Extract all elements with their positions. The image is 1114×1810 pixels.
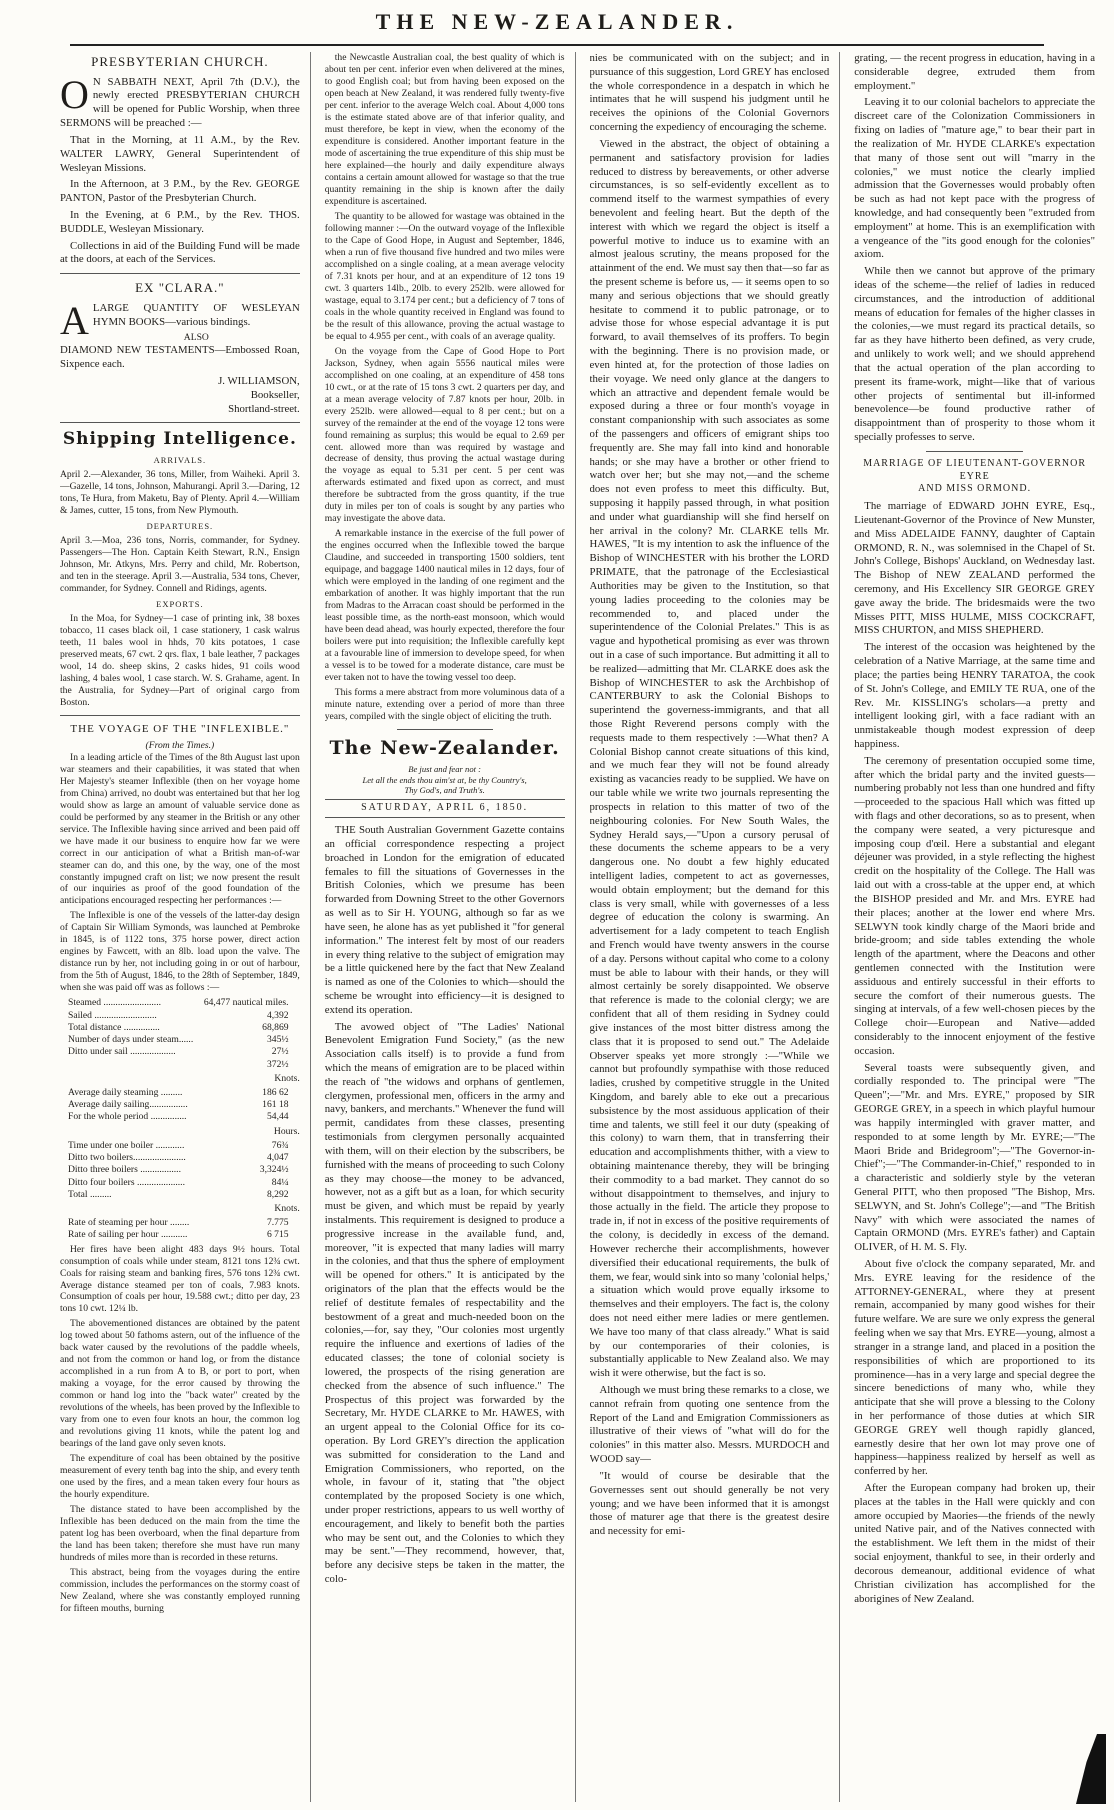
page-columns (60, 52, 1105, 1802)
stat-value: 84¼ (271, 1176, 289, 1188)
stat-value: 186 62 (262, 1086, 289, 1098)
marriage-paragraph: The marriage of EDWARD JOHN EYRE, Esq., Lieutenant-Governor of the Province of New Munster, and Miss ADELAIDE FANNY, daughter of Captain ORMOND, R. N., was solemnised in the Chapel of St. John's College, Bishops' Auckland, on Wednesday last. The Bishop of NEW ZEALAND performed the ceremony, and His Excellency SIR GEORGE GREY gave away the bride. The bridesmaids were the two Misses PITT, MISS HULME, MISS COCKCRAFT, MISS CHURTON, and MISS SHEPHERD. (854, 500, 1095, 637)
stat-label: Ditto four boilers .................... (68, 1176, 185, 1188)
arrivals-heading: ARRIVALS. (153, 455, 207, 466)
voyage-stats-table-rates (68, 1217, 289, 1242)
stat-value: 27½ (271, 1046, 289, 1058)
stats-row (68, 1087, 289, 1099)
clara-advert-also: ALSO (183, 332, 209, 344)
stat-label (68, 1059, 200, 1071)
column-3 (590, 52, 841, 1802)
stat-value: 7.775 (266, 1217, 289, 1229)
stats-row (68, 997, 289, 1009)
church-notice-morning: That in the Morning, at 11 A.M., by the Rev. WALTER LAWRY, General Superintendent of Wesleyan Missions. (60, 133, 300, 174)
marriage-heading-line-1: MARRIAGE OF LIEUTENANT-GOVERNOR EYRE (863, 457, 1087, 482)
editorial-paragraph: The avowed object of "The Ladies' National Benevolent Emigration Fund Society," (as the new Association calls itself) is to provide a fund from which the means of emigration are to be placed within the reach of "the widows and orphans of gentlemen, clergymen, professional men, officers in the army and navy, bankers, and merchants." Whenever the fund will permit, candidates from these classes, presenting testimonials from clergymen personally acquainted with them, will on their election by the subscribers, be furnished with the means of proceeding to such Colony as they may choose—the money to be advanced, however, not as a gift but as a loan, for which security must be given, and which must be repaid by yearly instalments. This requirement is designed to produce a progressive increase in the available fund, and, moreover, "it is expected that many ladies will marry in the colonies, and that thus the sphere of employment will be opened for others." It is anticipated by the originators of the plan that the effects would be the relief of destitute females of respectability and the bestowment of a great and much-needed boon on the colonies,—for, say they, "Our colonies most urgently require the influence and exertions of ladies of the educated classes; the tone of colonial society is lowered, the prospects of the rising generation are checked from the absence of such influence." The Prospectus of this project was forwarded by the Secretary, Mr. HYDE CLARKE to Mr. HAWES, with an urgent appeal to the Colonial Office for its co-operation. By Lord GREY's direction the application was submitted for consideration to the Land and Emigration Commissioners, who reported, on the whole, in favour of it, stating that "the object contemplated by the proposed Society is one which, under proper restrictions, appears to us well worthy of encouragement, and likely to benefit both the parties who may be sent out, and the Colonies to which they may be sent."—They recommend, however, that, before any decisive steps be taken in the matter, the colo- (324, 1020, 565, 1586)
stats-row (68, 1046, 289, 1058)
voyage-heading: THE VOYAGE OF THE "INFLEXIBLE." (70, 722, 290, 735)
departures-list: April 3.—Moa, 236 tons, Norris, commander, for Sydney. Passengers—The Hon. Captain Keith Stewart, R.N., Ensign Johnson, Mr. Atkyns, Mrs. Perry and child, Mr. Robertson, and ten in the steerage. April 3.—Australia, 534 tons, Chever, commander, for Sydney. Connell and Ridings, agents. (60, 534, 300, 594)
stat-label: Average daily sailing................ (68, 1099, 188, 1111)
clara-advert-signature-address: Shortland-street. (228, 402, 300, 415)
church-notice-opening: O N SABBATH NEXT, April 7th (D.V.), the newly erected PRESBYTERIAN CHURCH will be opened for Public Worship, when three SERMONS will be preached :— (60, 71, 300, 130)
stats-row (68, 1022, 289, 1034)
stat-value: 76¾ (271, 1139, 289, 1151)
voyage-stats-table-boilers (68, 1140, 289, 1201)
departures-heading: DEPARTURES. (146, 521, 214, 532)
editorial-paragraph: grating, — the recent progress in education, having in a considerable degree, extruded them from employment." (854, 52, 1095, 92)
stats-row (68, 1189, 289, 1201)
editorial-paragraph: Viewed in the abstract, the object of obtaining a permanent and satisfactory provision for ladies reduced to distress by bereavements, or other adverse circumstances, is so self-evidently excellent as to commend itself to the warmest sympathies of every benevolent and feeling heart. But the depth of the interest with which we regard the object is itself a powerful motive to induce us to examine with an almost jealous scrutiny, the means proposed for the attainment of the end. We must say then that—so far as the present scheme is before us, — it seems open to so many and serious objections that we should greatly hesitate to commend it to public patronage, or to advise those for whose especial advantage it is put forward, to avail themselves of its proffers. To begin with the beginning. There is no provision made, or even hinted at, for the protection of those ladies on their voyage. We need only glance at the dangers to which an attractive and dependent female would be exposed during a three or four month's voyage in constant companionship with such associates as some of the passengers and officers of emigrant ships too frequently are. She may fall into kind and honorable hands; or she may have a brother or other friend to watch over her; but she may not,—and the scheme does not even profess to meet this difficulty. But, supposing it happily passed through, in what position and under what guardianship will she find herself on her arrival in the colony? Mr. CLARKE tells Mr. HAWES, "It is my intention to ask the influence of the Bishop of WINCHESTER with his brother the LORD PRIMATE, that the patronage of the Ecclesiastical Authorities may be given to the Institution, so that young ladies proceeding to the colonies may be recommended to, and placed under the superintendence of the Colonial Prelates." This is as vague and hypothetical promising as ever was thrown out in a case of such importance. But admitting it all to be realized—admitting that Mr. CLARKE does ask the Bishop of WINCHESTER to ask the Archbishop of CANTERBURY to ask the Colonial Bishops to superintend the governess-immigrants, and that all those Right Reverend persons comply with the requests made to them respectively :—What then? A Colonial Bishop cannot create situations of this kind, and we much fear they will not be found already existing as vacancies ready to be supplied. We have on our table while we write two journals representing the prospects in relation to this matter of two of the neighbouring colonies. For New South Wales, the Sydney Herald says,—"Upon a cursory perusal of these documents the scheme appears to be a very dangerous one. No doubt a few highly educated intelligent ladies, competent to act as governesses, would obtain employment; but the demand for this class is very small, while with governesses of a less degree of education the colony is swarming. An advertisement for a lady competent to teach English and French would have twenty answers in the course of a day. Persons without capital who come to a colony must be able to labour with their hands, or they will almost certainly be sorely disappointed. We observe that reference is made to the colonial clergy; we are confident that all of them residing in Sydney could give instances of the most bitter distress among the class that it is proposed to send out." The Adelaide Observer speaks yet more strongly :—"While we cannot but profoundly sympathise with those reduced ladies, crushed by competitive struggle in the United Kingdom, and barely able to eke out a precarious subsistence by the most assiduous application of their time and talents, we still feel it our duty (speaking of this colony) to warn them, that in transferring their education and accomplishments thither, with a view to obtaining maintenance thereby, they will be bringing their commodity to a bad market. They cannot do so without disappointment to themselves, and injury to those actually in the field. The article they propose to trade in, if not in excess of the positive requirements of the colony, is decidedly in excess of the demand. However recherche their accomplishments, however diversified their educational requirements, the bulk of them, we fear, would sink into so many 'colonial helps,' a situation which would prove equally irksome to themselves and their employers. The fact is, the colony does not need either mere ladies or mere gentlemen. We have too many of that class already." What is said by our contemporaries of their colonies, is substantially applicable to New Zealand also. We may wish it were otherwise, but the fact is so. (589, 137, 830, 1380)
church-notice-collections: Collections in aid of the Building Fund will be made at the doors, at each of the Services. (60, 239, 300, 266)
shipping-heading: Shipping Intelligence. (62, 429, 297, 450)
stat-label: Average daily steaming ......... (68, 1086, 183, 1098)
stats-row (68, 1164, 289, 1176)
dateline: SATURDAY, APRIL 6, 1850. (325, 799, 565, 818)
exports-list: In the Moa, for Sydney—1 case of printing ink, 38 boxes tobacco, 11 cases black oil, 1 case stationery, 1 cask walrus teeth, 11 bales wool in hhds, 70 kits potatoes, 1 case preserved meats, 67 cwt. 2 qrs. flax, 1 bale leather, 7 packages wool, 14 do. sheep skins, 2 casks hides, 91 coils wood lashing, 4 bales wool, 1 case starch. W. S. Grahame, agent. In the Australia, for Sydney—Part of original cargo from Boston. (60, 612, 300, 708)
column-1 (60, 52, 311, 1802)
stat-value: 3,324½ (259, 1164, 289, 1176)
stat-value: 372½ (266, 1058, 289, 1070)
divider (60, 715, 300, 716)
stat-label: Ditto two boilers...................... (68, 1151, 186, 1163)
stat-value: 6 715 (266, 1229, 289, 1241)
stat-label: Sailed .......................... (68, 1009, 157, 1021)
clara-advert-signature-name: J. WILLIAMSON, (218, 375, 300, 388)
stats-row (68, 1177, 289, 1189)
stat-value: 54,44 (266, 1111, 289, 1123)
marriage-paragraph: After the European company had broken up, their places at the tables in the Hall were quickly and con amore occupied by Maories—the friends of the newly united Native pair, and of the Natives connected with the establishment. We left them in the midst of their social enjoyment, thankful to see, in their orderly and decorous demeanour, additional evidence of what Christian civilization has accomplished for the aborigines of New Zealand. (854, 1482, 1095, 1605)
editorial-paragraph: nies be communicated with on the subject; and in pursuance of this suggestion, Lord GREY has enclosed the whole correspondence in a despatch in which he intimates that he will suspend his judgment until he receives the opinions of the Colonial Governors concerning the expediency of encouraging the scheme. (589, 52, 830, 134)
church-notice-afternoon: In the Afternoon, at 3 P.M., by the Rev. GEORGE PANTON, Pastor of the Presbyterian Church. (60, 178, 300, 205)
voyage-continued-paragraph: On the voyage from the Cape of Good Hope to Port Jackson, Sydney, when again 5556 nautical miles were accomplished on one coaling, at an expenditure of 458 tons 10 cwt., or at the rate of 15 tons 3 cwt. 2 quarters per day, and at a mean average velocity of 7.87 knots per hour, 20lb. in every 252lb. were allowed—equal to 8 per cent.; but on a survey of the remainder at the end of the voyage 12 tons were found remaining as surplus; this would be equal to 2.69 per cent. allowed more than was required by wastage and decrease of density, thus proving the actual wastage during the voyage as equal to 5.31 per cent. 5 per cent was afterwards estimated and fixed upon as correct, and must therefore be subtracted from the gross quantity, if the true duty in miles per ton of coals is sought by any parties who may investigate the above data. (324, 345, 565, 525)
clara-advert-testaments: DIAMOND NEW TESTAMENTS—Embossed Roan, Sixpence each. (60, 344, 300, 371)
church-notice-evening: In the Evening, at 6 P.M., by the Rev. THOS. BUDDLE, Wesleyan Missionary. (60, 208, 300, 235)
newspaper-title: THE NEW-ZEALANDER. (375, 9, 739, 34)
stats-row (68, 1229, 289, 1241)
stat-value: 64,477 nautical miles. (203, 997, 289, 1009)
voyage-continued-paragraph: A remarkable instance in the exercise of the full power of the engines occurred when the Inflexible towed the barque Claudine, and succeeded in transporting 1500 soldiers, tent equipage, and baggage 1400 nautical miles in 12 days, four of which were employed in the landing of one regiment and the embarkation of another. It was highly important that the run from Madras to the Arracan coast should be performed in the least possible time, as the north-east monsoon, which would have been dead ahead, was hourly expected, therefore the four boilers were put into requisition; the Inflexible carefully kept at a favourable line of immersion to develope speed, for when a vessel is to be towed for a moderate distance, care must be ever taken not to have the towing vessel too deep. (324, 528, 565, 684)
knots-label: Knots. (274, 1203, 300, 1215)
clara-advert-heading: EX "CLARA." (135, 280, 225, 296)
stats-row (68, 1059, 289, 1071)
stats-row (68, 1010, 289, 1022)
stat-value: 8,292 (266, 1188, 289, 1200)
marriage-paragraph: The ceremony of presentation occupied some time, after which the bridal party and the invited guests—numbering probably not less than one hundred and fifty—proceeded to the spacious Hall which was fitted up with flags and other decorations, so as to present, when the company were seated, a very picturesque and imposing coup d'œil. Here a substantial and elegant déjeuner was provided, in a style reflecting the highest credit on the hospitality of the College. The Hall was laid out with a cross-table at the upper end, at which the BISHOP presided and Mr. and Mrs. EYRE had their places; another at the lower end where Mrs. SELWYN took kindly charge of the Maori bride and bride-groom; and side tables extending the whole length of the apartment, where the Deacons and other gentlemen connected with the Institution were assiduous and entirely successful in their efforts to secure the comfort of their numerous guests. The singing at intervals, of a few well-chosen pieces by the College choir—European and Native—added considerably to the innocent enjoyment of the festive occasion. (854, 754, 1095, 1057)
marriage-paragraph: Several toasts were subsequently given, and cordially responded to. The principal were "The Queen";—"Mr. and Mrs. EYRE," proposed by SIR GEORGE GREY, in a speech in which playful humour was happily intermingled with graver matter, and responded to at some length by Mr. EYRE;—"The Maori Bride and Bridegroom";—"The Governor-in-Chief";—"The Commander-in-Chief," responded to in a characteristic and soldierly style by the veteran General PITT, who then proposed "The Bishop, Mrs. SELWYN, and St. John's College";—and "The British Navy" with which were associated the names of Captain ORMOND (Mrs. EYRE's father) and Captain OLIVER, of H. M. S. Fly. (854, 1061, 1095, 1254)
stats-row (68, 1111, 289, 1123)
voyage-continued-paragraph: This forms a mere abstract from more voluminous data of a minute nature, extending over a period of more than three years, compiled with the single object of eliciting the truth. (324, 687, 565, 723)
marriage-heading-line-2: AND MISS ORMOND. (918, 483, 1032, 495)
marriage-paragraph: The interest of the occasion was heightened by the celebration of a Native Marriage, at the same time and place; the parties being HENRY TARATOA, the cook of St. John's College, and EMILY TE RUA, one of the Rev. Mr. KISSLING's scholars—a pretty and intelligent looking girl, with a face radiant with an unmistakeable though modest expression of deep happiness. (854, 641, 1095, 750)
editorial-paragraph: Leaving it to our colonial bachelors to appreciate the discreet care of the Colonization Commissioners in fixing on ladies of "mature age," to bear their part in the realization of Mr. HYDE CLARKE's expectation that many of those sent out will "marry in the colonies," we must notice the clearly implied admission that the Governesses would probably often be such as had not kept pace with the progress of knowledge, and had consequently been "extruded from employment" at home. This is an exemplification with a vengeance of the "its good enough for the colonies" axiom. (854, 96, 1095, 261)
editorial-paragraph: THE South Australian Government Gazette contains an official correspondence respecting a project broached in London for the emigration of educated females to fill the situations of Governesses in the British Colonies, which we presume has been forwarded from Downing Street to the other Governors as well as to Sir H. YOUNG, although so far as we have seen, he alone has as yet published it "for general information." The interest felt by most of our readers in every thing relative to the subject of emigration may be a little quickened here by the fact that New Zealand is named as one of the Colonies to which—should the scheme be wrought into efficiency—it is designed to extend its operation. (324, 824, 565, 1016)
voyage-source: (From the Times.) (145, 739, 215, 751)
exports-heading: EXPORTS. (156, 598, 204, 609)
editorial-paragraph: "It would of course be desirable that the Governesses sent out should generally be not very young; and we have been informed that it is amongst those of maturer age that there is the greatest desire and necessity for emi- (589, 1469, 830, 1538)
divider (60, 422, 300, 423)
stat-label: Steamed ........................ (68, 997, 161, 1009)
stats-row (68, 1140, 289, 1152)
arrivals-list: April 2.—Alexander, 36 tons, Miller, from Waiheki. April 3.—Gazelle, 14 tons, Johnson, Mahurangi. April 3.—Daring, 12 tons, Te Hura, from Maketu, Bay of Plenty. April 4.—William & James, cutter, 15 tons, from New Plymouth. (60, 469, 300, 517)
voyage-paragraph: Her fires have been alight 483 days 9½ hours. Total consumption of coals while under steam, 8121 tons 12¾ cwt. Coals for raising steam and banking fires, 576 tons 12¾ cwt. Average distance steamed per ton of coals, 7.983 knots. Consumption of coals per hour, 19.588 cwt.; ditto per day, 23 tons 10 cwt. 12¼ lb. (60, 1243, 300, 1315)
divider (926, 451, 1022, 452)
stat-value: 4,392 (266, 1009, 289, 1021)
editorial-paragraph: While then we cannot but approve of the primary ideas of the scheme—the relief of ladies in reduced circumstances, and the introduction of additional means of education for females of the higher classes in the colonies,—we must regard its practical details, so far as they have hitherto been defined, as very crude, and unlikely to work well; and we should apprehend that the actual operation of the plan according to present its frame-work, might—like that of various other projects of sentimental but ill-informed benevolence—be found productive rather of disappointment than of prosperity to those whom it specially professes to serve. (854, 265, 1095, 443)
clara-advert-signature-trade: Bookseller, (250, 388, 300, 401)
editorial-paragraph: Although we must bring these remarks to a close, we cannot refrain from quoting one sentence from the Report of the Land and Emigration Commissioners as illustrative of their views of "what will do for the colonies" in this matter also. Messrs. MURDOCH and WOOD say— (589, 1384, 830, 1466)
stat-label: Total distance ............... (68, 1021, 160, 1033)
stat-label: For the whole period ............... (68, 1111, 187, 1123)
masthead-rule (70, 44, 1044, 46)
voyage-paragraph: The expenditure of coal has been obtained by the positive measurement of every tenth bag into the ship, and every tenth one used by the fires, and a mean taken every four hours as the hourly expenditure. (60, 1453, 300, 1501)
divider (60, 273, 300, 274)
voyage-stats-table-averages (68, 1087, 289, 1124)
voyage-paragraph: The abovementioned distances are obtained by the patent log towed about 50 fathoms astern, out of the influence of the back water caused by the revolutions of the paddle wheels, and not from the common or hand log, or from the distance accomplished in a run from A to B, or port to port, when making a voyage, for the error caused by throwing the common or hand log into the "back water" created by the revolutions of the wheels, has been proved by the Inflexible to vary from one to even four knots an hour, the common log and revolutions giving 11 knots, while the patent log and bearings of the land gave only seven knots. (60, 1318, 300, 1450)
voyage-paragraph: The Inflexible is one of the vessels of the latter-day design of Captain Sir William Symonds, was launched at Pembroke in 1845, is of 1122 tons, 375 horse power, direct action engines by Fawcett, with an 8lb. load upon the valve. The distance run by her, not including going in or out of harbour, from the 5th of August, 1846, to the 28th of September, 1849, when she was paid off was as follows :— (60, 910, 300, 994)
church-notice-heading: PRESBYTERIAN CHURCH. (91, 54, 269, 69)
voyage-stats-table-distance (68, 997, 289, 1071)
stat-value: 161 18 (262, 1099, 289, 1111)
drop-cap: O (60, 71, 89, 117)
stat-value: 4,047 (266, 1151, 289, 1163)
column-2 (325, 52, 576, 1802)
voyage-paragraph: This abstract, being from the voyages during the entire commission, includes the performances on the stormy coast of New Zealand, where she was constantly employed running for fifteen mouths, burning (60, 1567, 300, 1615)
stat-label: Rate of sailing per hour ........... (68, 1229, 188, 1241)
voyage-continued-paragraph: The quantity to be allowed for wastage was obtained in the following manner :—On the outward voyage of the Inflexible to the Cape of Good Hope, in August and September, 1846, when a run of five thousand five hundred and two miles were accomplished on a single coaling, at a mean average velocity of 7.31 knots per hour, and at an expenditure of 12 tons 19 cwt. 3 quarters 14lb., 20lb. to every 252lb. were allowed for wastage, equal to 3.174 per cent.; but a deficiency of 7 tons of coals in the whole quantity received in England was found to be the result of this allowance, proving the actual wastage to be equal to 4.955 per cent., with coals of an average quality. (324, 210, 565, 342)
stats-row (68, 1034, 289, 1046)
stat-label: Number of days under steam...... (68, 1034, 194, 1046)
stats-row (68, 1152, 289, 1164)
drop-cap: A (60, 297, 89, 343)
masthead (0, 0, 1114, 48)
editorial-paper-title: The New-Zealander. (329, 737, 560, 760)
stat-value: 345½ (266, 1034, 289, 1046)
stat-label: Ditto three boilers ................. (68, 1164, 181, 1176)
stat-label: Ditto under sail ................... (68, 1046, 176, 1058)
column-4 (854, 52, 1105, 1802)
stat-value: 68,869 (262, 1021, 289, 1033)
voyage-paragraph: The distance stated to have been accomplished by the Inflexible has been deduced on the main from the time the patent log has been overboard, when the final departure from the land has been taken; therefore she must have run many hundreds of miles more than is recorded in these returns. (60, 1504, 300, 1564)
stats-row (68, 1217, 289, 1229)
stat-label: Rate of steaming per hour ........ (68, 1217, 190, 1229)
stat-label: Time under one boiler ............ (68, 1139, 185, 1151)
marriage-paragraph: About five o'clock the company separated, Mr. and Mrs. EYRE leaving for the residence of the ATTORNEY-GENERAL, where they at present remain, accompanied by many good wishes for their future welfare. We are sure we only express the general feeling when we say that Mrs. EYRE—young, almost a stranger in a strange land, and placed in a position the responsibilities of which are proportioned to its prominence—has in a very large and special degree the sincere benedictions of many who, while they anticipate that she will prove a blessing to the Colony in her performance of those duties at which SIR GEORGE GREY well though rapidly glanced, earnestly desire that her own lot may prove one of happiness—happiness realized by herself as well as conferred by her. (854, 1258, 1095, 1478)
voyage-paragraph: In a leading article of the Times of the 8th August last upon war steamers and their capabilities, it was stated that when Her Majesty's steamer Inflexible (then on her voyage home from China) arrived, no doubt was entertained but that her log would show as large an amount of valuable service done as could be performed by any steamer in the British or any other service. The Inflexible having since arrived and been paid off we have made it our business to enquire how far we were correct in our anticipation of what a British man-of-war steamer can do, and this one, by the way, one of the most constantly impugned craft on list; we now present the result of our inquiries as proof of the good foundation of the anticipations encouraged respecting her performances :— (60, 751, 300, 907)
clara-advert-body: ALARGE QUANTITY OF WESLEYAN HYMN BOOKS—various bindings. (60, 297, 300, 343)
hours-label: Hours. (273, 1125, 300, 1137)
voyage-continued-paragraph: the Newcastle Australian coal, the best quality of which is about ten per cent. inferior even when delivered at the mines, to good English coal; but from having been exposed on the open beach at New Zealand, it was rendered fully twenty-five per cent. inferior to the average Welch coal. About 4,000 tons is the estimate stated above are of that inferior quality, and must therefore, be kept in view, when the economy of the expenditure is considered. Another important feature in the mode of ascertaining the true expenditure of this ship must be here explained—the hourly and daily expenditure always contains a certain amount allowed for wastage so that the true quantity remaining in the ship is known after the daily expenditure is ascertained. (324, 52, 565, 207)
stat-label: Total ......... (68, 1188, 112, 1200)
motto: Be just and fear not : Let all the ends thou aim'st at, be thy Country's, Thy God's, and Truth's. (362, 764, 527, 796)
divider (397, 729, 493, 730)
stats-row (68, 1099, 289, 1111)
knots-label: Knots. (274, 1072, 300, 1084)
